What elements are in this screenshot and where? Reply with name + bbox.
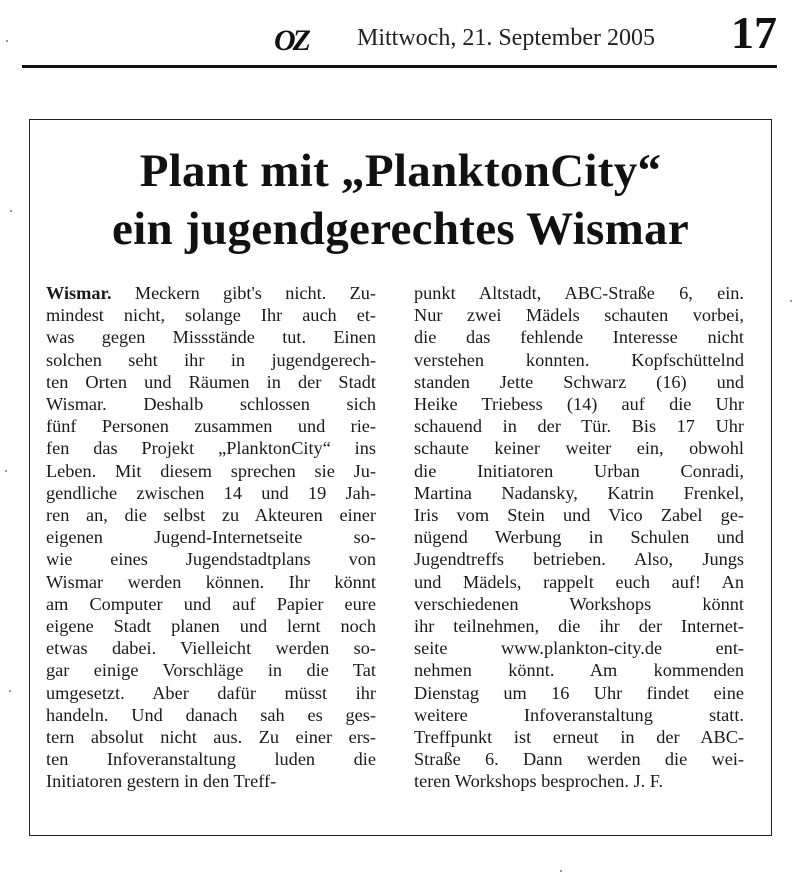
column-line (46, 526, 376, 548)
headline (30, 142, 771, 258)
column-line-text: Dienstag um 16 Uhr findet eine (414, 682, 744, 703)
column-line (414, 571, 744, 593)
column-line (46, 637, 376, 659)
column-line-text: die das fehlende Interesse nicht (414, 327, 744, 348)
column-line (414, 504, 744, 526)
headline-line-2: ein jugendgerechtes Wismar (112, 203, 689, 255)
column-line (46, 548, 376, 570)
column-line-text: Straße 6. Dann werden die wei- (414, 749, 744, 770)
column-line-text: solchen seht ihr in jugendgerech- (46, 349, 376, 370)
newspaper-logo: OZ (274, 24, 308, 57)
column-line-text: verstehen konnten. Kopfschüttelnd (414, 349, 744, 370)
scan-speckle (6, 40, 8, 42)
column-line-text: mindest nicht, solange Ihr auch et- (46, 305, 376, 326)
column-line (46, 371, 376, 393)
scan-speckle (9, 690, 11, 692)
column-line-text: schauend in der Tür. Bis 17 Uhr (414, 416, 744, 437)
column-line (46, 615, 376, 637)
column-line (414, 548, 744, 570)
column-line-text: ren an, die selbst zu Akteuren einer (46, 505, 376, 526)
column-line-text: ten Orten und Räumen in der Stadt (46, 371, 376, 392)
scan-speckle (790, 300, 792, 302)
column-line-text: und Mädels, rappelt euch auf! An (414, 571, 744, 592)
column-line (414, 282, 744, 304)
column-line-text: Treffpunkt ist erneut in der ABC- (414, 727, 744, 748)
header-rule (22, 65, 777, 68)
column-line (46, 282, 376, 304)
column-line-text: ten Infoveranstaltung luden die (46, 749, 376, 770)
column-line (414, 371, 744, 393)
column-line (46, 704, 376, 726)
column-line (414, 526, 744, 548)
column-line-text: etwas dabei. Vielleicht werden so- (46, 638, 376, 659)
column-line-text: schaute keiner weiter ein, obwohl (414, 438, 744, 459)
column-line (46, 415, 376, 437)
column-line (414, 593, 744, 615)
column-line-text: Nur zwei Mädels schauten vorbei, (414, 305, 744, 326)
column-line-text: Jugendtreffs betrieben. Also, Jungs (414, 549, 744, 570)
column-line-text: seite www.plankton-city.de ent- (414, 638, 744, 659)
column-line (46, 482, 376, 504)
column-line-text: Initiatoren gestern in den Treff- (46, 771, 277, 792)
column-line (414, 393, 744, 415)
column-line (46, 460, 376, 482)
column-line-text: eigenen Jugend-Internetseite so- (46, 527, 376, 548)
column-line-text: nügend Werbung in Schulen und (414, 527, 744, 548)
column-line (414, 726, 744, 748)
column-line (414, 437, 744, 459)
column-line (414, 682, 744, 704)
column-line-text: teren Workshops besprochen. J. F. (414, 771, 664, 792)
column-line (46, 659, 376, 681)
column-line (414, 615, 744, 637)
page-header (22, 4, 777, 62)
headline-line-1: Plant mit „PlanktonCity“ (139, 145, 662, 197)
column-line (46, 571, 376, 593)
column-line (46, 326, 376, 348)
issue-date: Mittwoch, 21. September 2005 (357, 25, 655, 51)
column-line-text: am Computer und auf Papier eure (46, 593, 376, 614)
column-line-text: umgesetzt. Aber dafür müsst ihr (46, 682, 376, 703)
column-line-text: weitere Infoveranstaltung statt. (414, 704, 744, 725)
column-line (414, 349, 744, 371)
column-line (414, 326, 744, 348)
column-line (414, 415, 744, 437)
column-line (46, 770, 376, 792)
column-line (46, 349, 376, 371)
column-line (46, 748, 376, 770)
column-line (414, 659, 744, 681)
left-column (46, 282, 376, 793)
column-line (414, 482, 744, 504)
column-line-text: Heike Triebess (14) auf die Uhr (414, 394, 744, 415)
scan-speckle (10, 210, 12, 212)
column-line-text: fünf Personen zusammen und rie- (46, 416, 376, 437)
column-line-text: wie eines Jugendstadtplans von (46, 549, 376, 570)
column-line-text: eigene Stadt planen und lernt noch (46, 616, 376, 637)
column-line-text: Wismar. Deshalb schlossen sich (46, 394, 376, 415)
column-line (46, 393, 376, 415)
column-line (414, 770, 744, 792)
column-line-text: Iris vom Stein und Vico Zabel ge- (414, 505, 744, 526)
column-line-text: Wismar werden können. Ihr könnt (46, 571, 376, 592)
column-line-text: fen das Projekt „PlanktonCity“ ins (46, 438, 376, 459)
column-line-text: handeln. Und danach sah es ges- (46, 704, 376, 725)
column-line-text: tern absolut nicht aus. Zu einer ers- (46, 727, 376, 748)
column-line-text: gendliche zwischen 14 und 19 Jah- (46, 482, 376, 503)
column-line (414, 748, 744, 770)
column-line (414, 460, 744, 482)
scan-speckle (5, 470, 7, 472)
column-line-text: ihr teilnehmen, die ihr der Internet- (414, 616, 744, 637)
column-line-text: verschiedenen Workshops könnt (414, 593, 744, 614)
column-line (46, 726, 376, 748)
dateline: Wismar. (46, 283, 112, 303)
column-line (46, 304, 376, 326)
column-line (414, 304, 744, 326)
column-line (46, 593, 376, 615)
page-number: 17 (731, 7, 777, 58)
scan-speckle (560, 870, 562, 872)
column-line-text: Meckern gibt's nicht. Zu- (134, 283, 376, 303)
article-box (29, 119, 772, 836)
column-line (46, 437, 376, 459)
column-line-text: gar einige Vorschläge in die Tat (46, 660, 376, 681)
right-column (414, 282, 744, 793)
column-line (46, 504, 376, 526)
column-line (414, 704, 744, 726)
column-line (414, 637, 744, 659)
column-line-text: Leben. Mit diesem sprechen sie Ju- (46, 460, 376, 481)
column-line-text: was gegen Missstände tut. Einen (46, 327, 376, 348)
column-line-text: nehmen könnt. Am kommenden (414, 660, 744, 681)
column-line-text: punkt Altstadt, ABC-Straße 6, ein. (414, 283, 744, 303)
column-line (46, 682, 376, 704)
column-line-text: standen Jette Schwarz (16) und (414, 371, 744, 392)
column-line-text: Martina Nadansky, Katrin Frenkel, (414, 482, 744, 503)
column-line-text: die Initiatoren Urban Conradi, (414, 460, 744, 481)
